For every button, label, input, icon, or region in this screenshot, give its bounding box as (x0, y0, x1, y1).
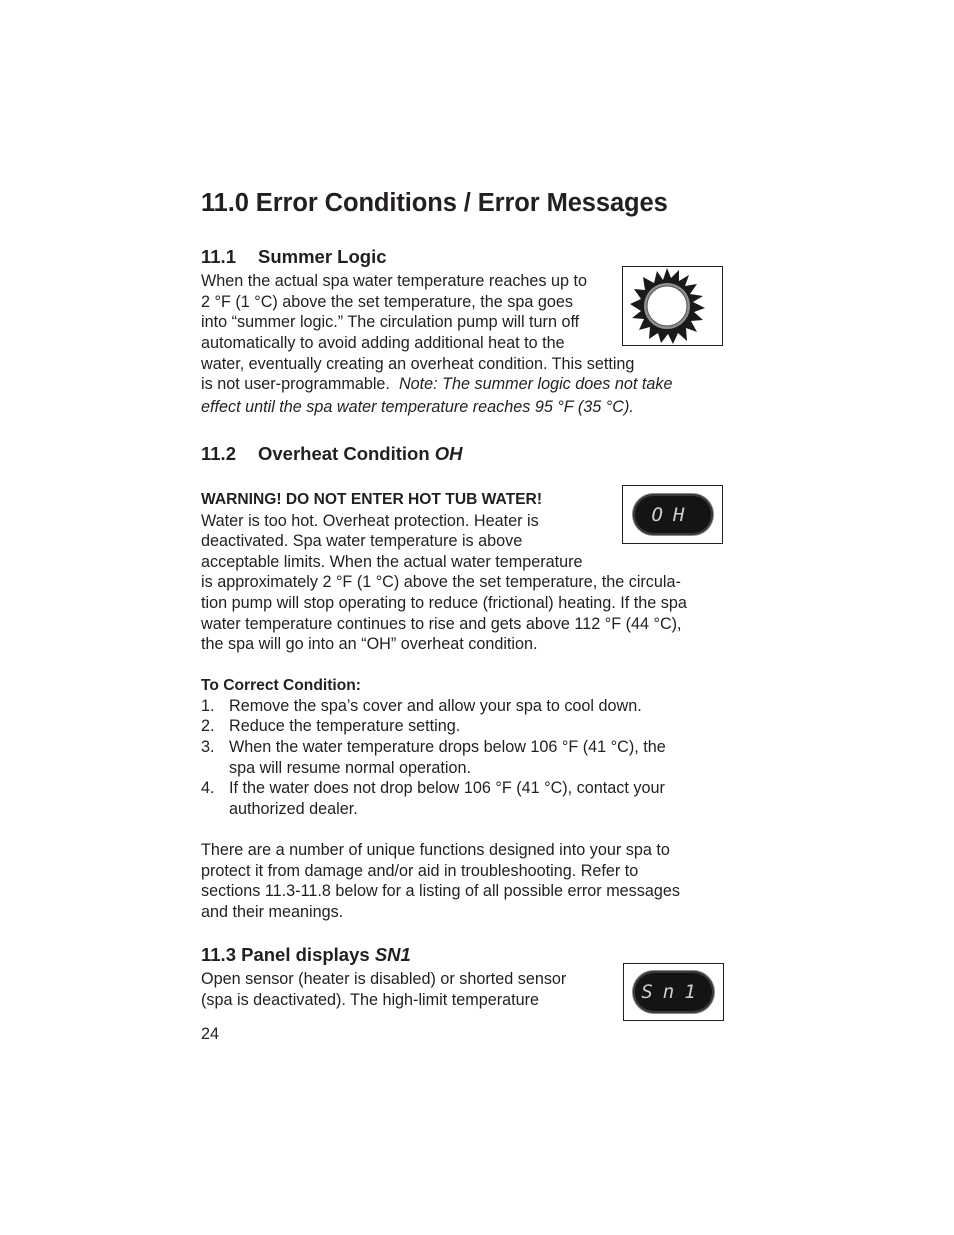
section-title: Overheat Condition (258, 443, 430, 464)
body-line: automatically to avoid adding additional heat to the (201, 334, 565, 352)
warning-text: WARNING! DO NOT ENTER HOT TUB WATER! (201, 491, 543, 508)
correct-heading: To Correct Condition: (201, 677, 361, 694)
sn1-display-figure (623, 963, 724, 1021)
lcd-display: OH (633, 494, 713, 535)
step-number: 3. (201, 738, 215, 756)
section-heading-overheat (201, 443, 463, 465)
body-line: tion pump will stop operating to reduce (frictional) heating. If the spa (201, 594, 687, 612)
body-line: the spa will go into an “OH” overheat condition. (201, 635, 538, 653)
page-number: 24 (201, 1025, 220, 1043)
body-line: acceptable limits. When the actual water temperature (201, 553, 583, 571)
lcd-display: Sn1 (633, 971, 714, 1013)
section-title: 11.3 Panel displays (201, 944, 370, 965)
step-text: Remove the spa’s cover and allow your spa to cool down. (229, 697, 642, 715)
section-heading-summer-logic (201, 246, 387, 268)
body-line: 2 °F (1 °C) above the set temperature, the spa goes (201, 293, 573, 311)
body-line: protect it from damage and/or aid in troubleshooting. Refer to (201, 862, 639, 880)
step-text: authorized dealer. (229, 800, 358, 818)
body-line: water, eventually creating an overheat condition. This setting (201, 355, 635, 373)
body-text: is not user-programmable. (201, 375, 390, 393)
body-line: sections 11.3-11.8 below for a listing of all possible error messages (201, 882, 680, 900)
body-line (201, 374, 672, 394)
body-line: Water is too hot. Overheat protection. Heater is (201, 512, 539, 530)
step-text: If the water does not drop below 106 °F (41 °C), contact your (229, 779, 665, 797)
error-code: OH (434, 443, 463, 464)
body-line: is approximately 2 °F (1 °C) above the set temperature, the circula- (201, 573, 681, 591)
section-number: 11.2 (201, 443, 236, 464)
step-text: When the water temperature drops below 106 °F (41 °C), the (229, 738, 666, 756)
section-title: Summer Logic (258, 246, 387, 267)
error-code: SN1 (374, 944, 411, 965)
oh-display-figure (622, 485, 723, 544)
body-line: water temperature continues to rise and gets above 112 °F (44 °C), (201, 615, 682, 633)
summer-logic-figure (622, 266, 723, 346)
body-line: and their meanings. (201, 903, 344, 921)
page-title: 11.0 Error Conditions / Error Messages (201, 189, 668, 217)
note-text: Note: The summer logic does not take (398, 375, 673, 393)
section-number: 11.1 (201, 246, 236, 267)
section-heading-panel-displays (201, 944, 411, 966)
note-text: effect until the spa water temperature reaches 95 °F (35 °C). (201, 398, 634, 416)
step-text: Reduce the temperature setting. (229, 717, 461, 735)
body-line: deactivated. Spa water temperature is above (201, 532, 523, 550)
step-text: spa will resume normal operation. (229, 759, 472, 777)
body-line: into “summer logic.” The circulation pump will turn off (201, 313, 580, 331)
step-number: 1. (201, 697, 215, 715)
body-line: (spa is deactivated). The high-limit temperature (201, 991, 539, 1009)
note-line (201, 397, 634, 417)
step-number: 2. (201, 717, 215, 735)
body-line: When the actual spa water temperature reaches up to (201, 272, 588, 290)
body-line: There are a number of unique functions designed into your spa to (201, 841, 670, 859)
step-number: 4. (201, 779, 215, 797)
sun-icon (623, 267, 722, 345)
body-line: Open sensor (heater is disabled) or shorted sensor (201, 970, 567, 988)
